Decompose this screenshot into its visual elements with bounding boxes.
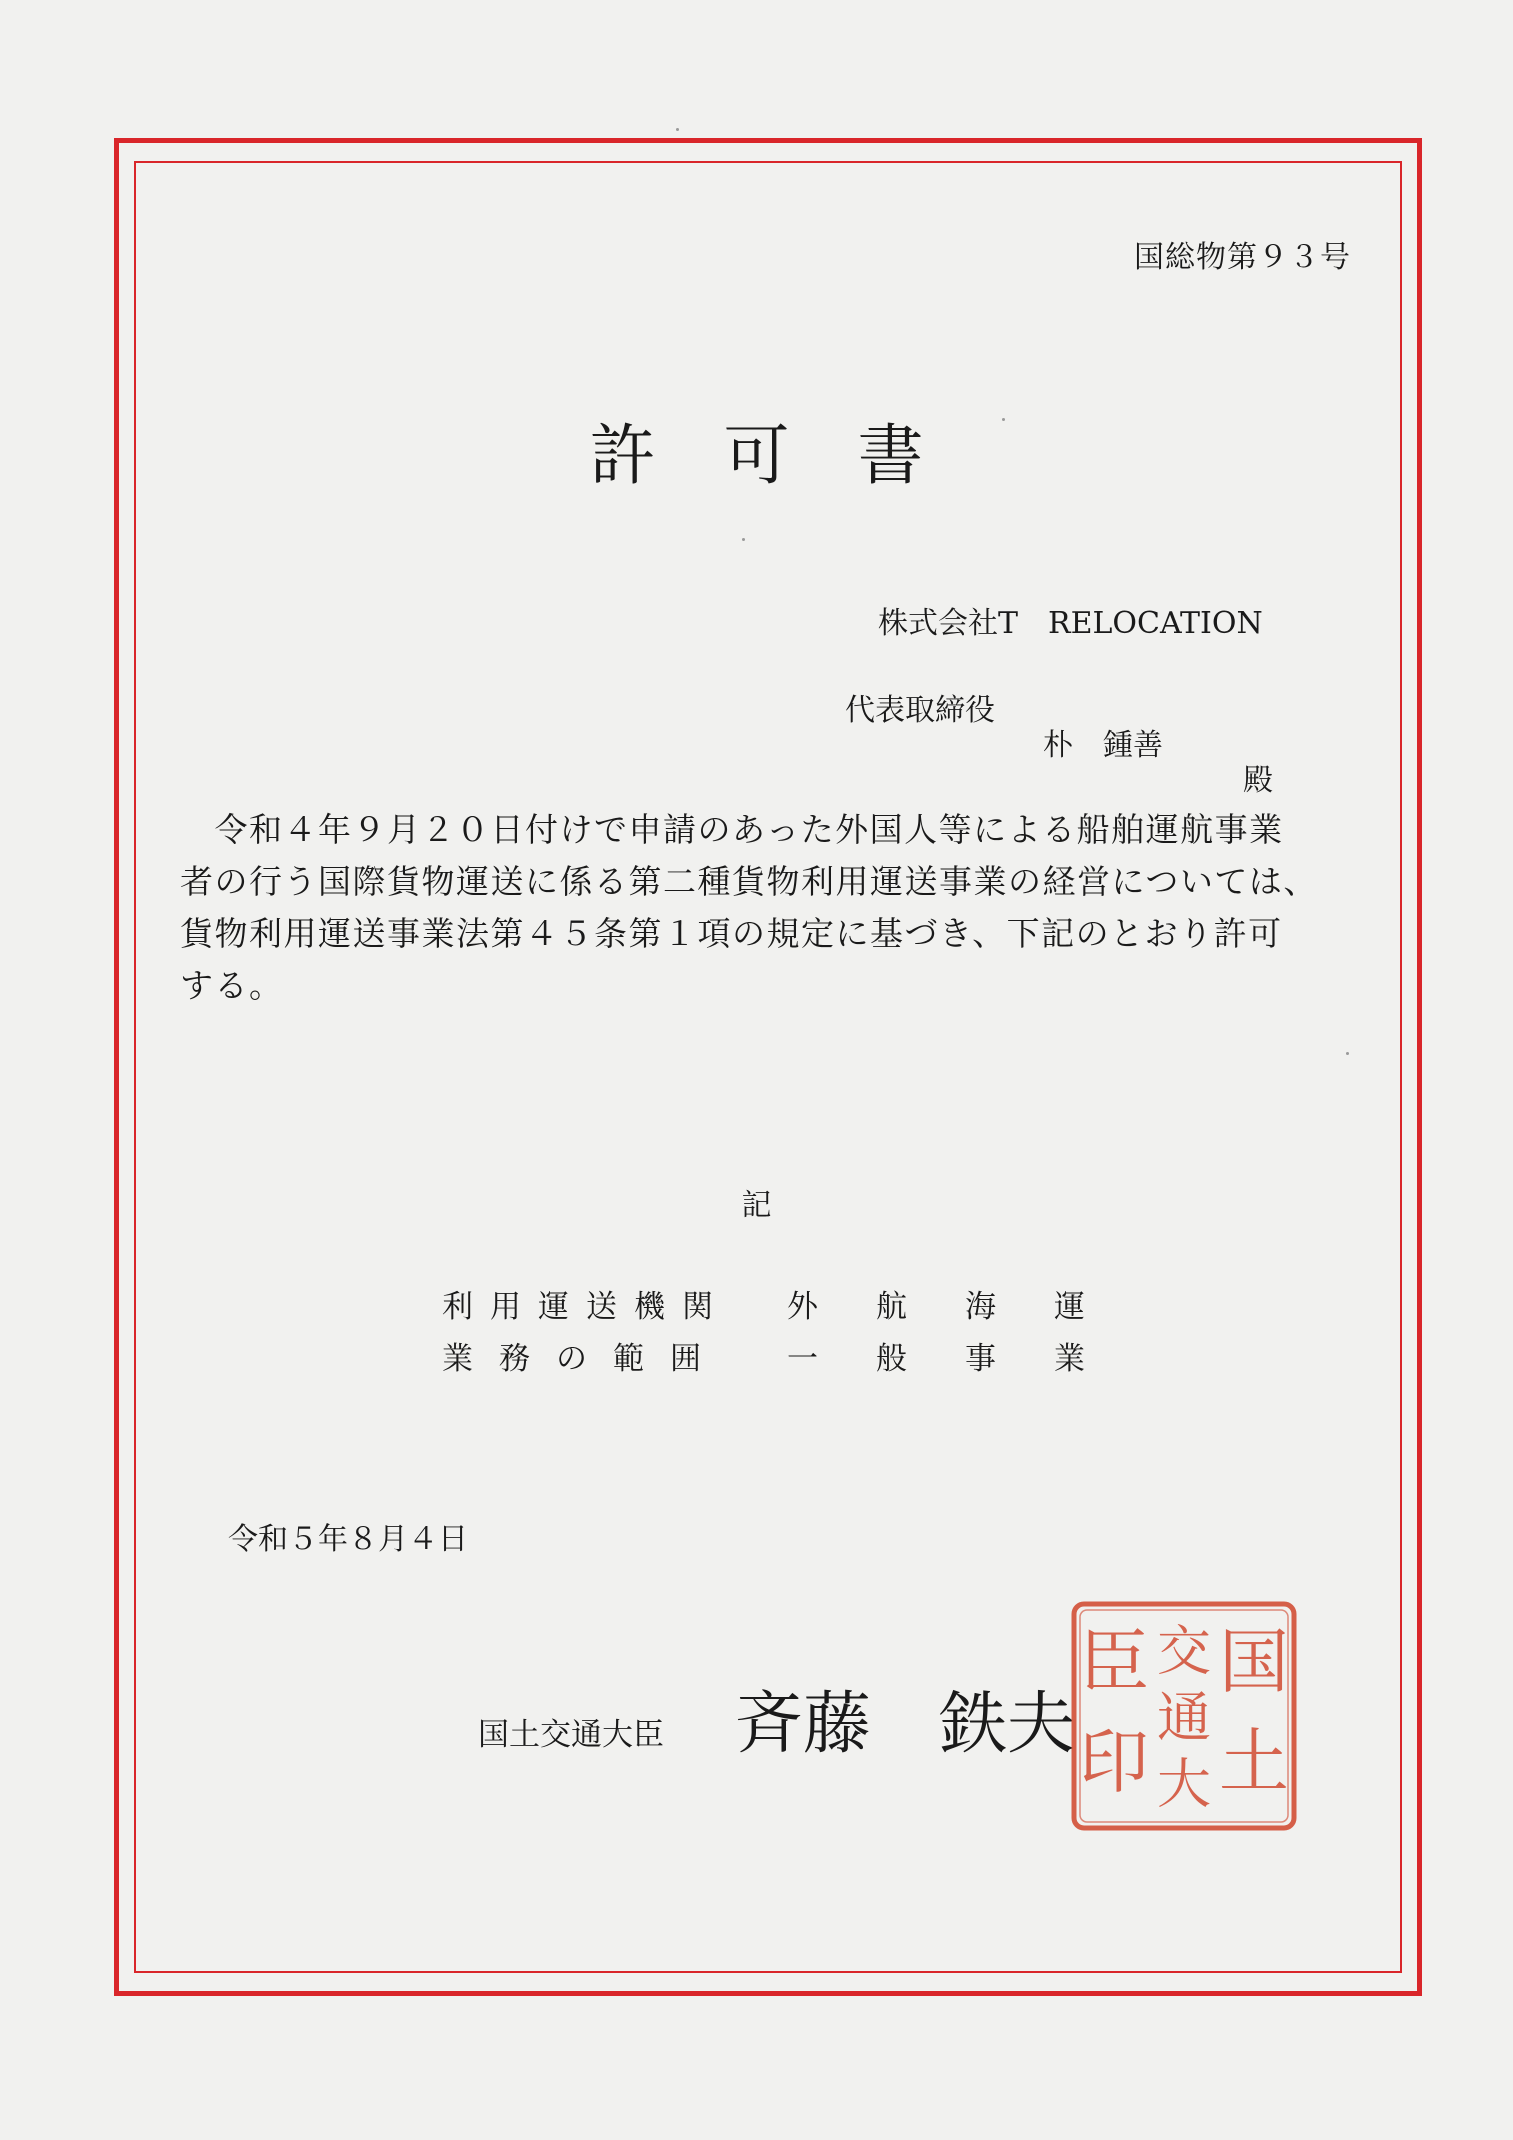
- item-value: 外航海運: [787, 1289, 1143, 1325]
- scan-speck: [1002, 418, 1005, 421]
- document-number: 国総物第９３号: [1134, 240, 1351, 275]
- item-value: 一般事業: [787, 1341, 1143, 1377]
- addressee-company: 株式会社T RELOCATION: [878, 606, 1263, 641]
- official-seal-stamp: [1068, 1598, 1300, 1834]
- body-paragraph: [180, 804, 1380, 1012]
- svg-text:臣: 臣: [1079, 1621, 1149, 1703]
- body-line: 令和４年９月２０日付けで申請のあった外国人等による船舶運航事業: [180, 810, 1284, 849]
- svg-text:国: 国: [1219, 1621, 1289, 1703]
- svg-text:大: 大: [1157, 1752, 1211, 1816]
- body-line: 貨物利用運送事業法第４５条第１項の規定に基づき、下記のとおり許可: [180, 914, 1283, 953]
- addressee-representative: [845, 650, 1273, 825]
- honorific: 殿: [1243, 763, 1273, 798]
- issue-date: 令和５年８月４日: [228, 1522, 468, 1557]
- item-label: 利用運送機関: [442, 1289, 730, 1325]
- body-line: 者の行う国際貨物運送に係る第二種貨物利用運送事業の経営については、: [180, 862, 1318, 901]
- svg-text:交: 交: [1157, 1619, 1211, 1683]
- svg-text:通: 通: [1157, 1686, 1211, 1749]
- scan-speck: [676, 128, 679, 131]
- representative-title: 代表取締役: [845, 693, 995, 728]
- svg-text:印: 印: [1079, 1721, 1149, 1803]
- issuer-name: 斉藤 鉄夫: [735, 1685, 1076, 1764]
- issuer-title: 国土交通大臣: [478, 1717, 664, 1753]
- representative-name: 朴 鍾善: [1043, 728, 1163, 763]
- item-label: 業務の範囲: [442, 1341, 727, 1377]
- document-title: 許可書: [589, 417, 992, 494]
- svg-text:土: 土: [1219, 1721, 1289, 1803]
- ki-heading: 記: [741, 1188, 772, 1223]
- scan-speck: [742, 538, 745, 541]
- body-line: する。: [180, 966, 284, 1005]
- scan-speck: [1346, 1052, 1349, 1055]
